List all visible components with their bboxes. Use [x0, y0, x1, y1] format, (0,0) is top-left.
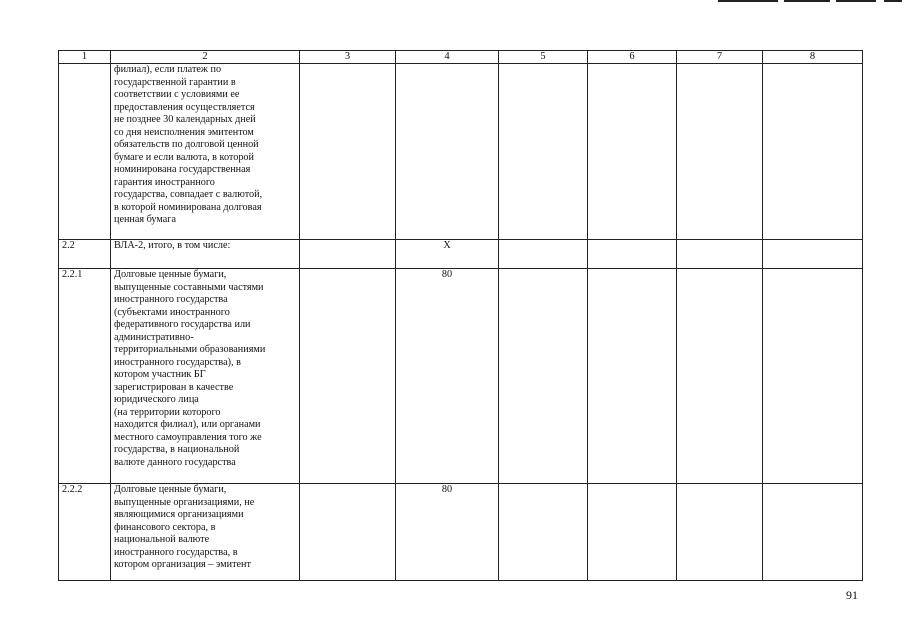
cell-col-3 [300, 240, 396, 269]
description-line: федеративного государства или [114, 319, 251, 330]
cell-col-6 [588, 269, 677, 484]
description-line: иностранного государства, в [114, 546, 238, 558]
cell-col-6 [588, 64, 677, 240]
description-line: соответствии с условиями ее [114, 89, 240, 100]
description-line: (на территории которого [114, 406, 221, 418]
description-line: государства, в национальной [114, 444, 240, 455]
description-line: территориальными образованиями [114, 344, 266, 355]
description-line: котором участник БГ [114, 369, 206, 380]
description-line: выпущенные составными частями [114, 281, 264, 293]
description-line: (субъектами иностранного [114, 306, 230, 318]
cell-col-5 [499, 64, 588, 240]
cell-col-6 [588, 240, 677, 269]
cell-col-6 [588, 484, 677, 581]
description-line: Долговые ценные бумаги, [114, 484, 227, 495]
description-line: иностранного государства), в [114, 356, 241, 368]
col-header-3: 3 [300, 51, 396, 64]
description-line: ценная бумага [114, 214, 176, 225]
description-line: гарантия иностранного [114, 176, 215, 188]
description-line: являющимися организациями [114, 509, 244, 520]
table-row [59, 64, 863, 240]
col-header-4: 4 [396, 51, 499, 64]
description-line: государства, совпадает с валютой, [114, 189, 263, 200]
description-line: филиал), если платеж по [114, 64, 222, 75]
description-line: находится филиал), или органами [114, 419, 261, 430]
cell-col-4: 80 [396, 484, 499, 581]
cell-col-8 [763, 240, 863, 269]
description-line: предоставления осуществляется [114, 101, 255, 113]
cell-col-4: 80 [396, 269, 499, 484]
cell-col-8 [763, 64, 863, 240]
cell-col-3 [300, 269, 396, 484]
description-line: Долговые ценные бумаги, [114, 269, 227, 280]
table-row [59, 269, 863, 484]
row-number: 2.2.1 [59, 269, 111, 484]
col-header-7: 7 [677, 51, 763, 64]
row-number [59, 64, 111, 240]
top-rule-4 [884, 0, 902, 2]
description-line: местного самоуправления того же [114, 431, 262, 443]
cell-col-5 [499, 484, 588, 581]
description-line: выпущенные организациями, не [114, 496, 255, 508]
page-number: 91 [846, 588, 858, 602]
description-line: номинирована государственная [114, 164, 251, 175]
cell-col-7 [677, 269, 763, 484]
cell-col-8 [763, 269, 863, 484]
row-number: 2.2.2 [59, 484, 111, 581]
cell-col-7 [677, 484, 763, 581]
cell-col-3 [300, 64, 396, 240]
description-line: бумаге и если валюта, в которой [114, 151, 254, 163]
table-row [59, 240, 863, 269]
data-table [58, 50, 863, 581]
description-line: финансового сектора, в [114, 521, 216, 533]
description-line: административно- [114, 331, 194, 343]
header-row [59, 51, 863, 64]
description-line: валюте данного государства [114, 456, 236, 468]
table-row [59, 484, 863, 581]
description-line: со дня неисполнения эмитентом [114, 126, 254, 138]
description-line: государственной гарантии в [114, 76, 236, 88]
description-line: зарегистрирован в качестве [114, 381, 234, 393]
row-number: 2.2 [59, 240, 111, 269]
cell-col-3 [300, 484, 396, 581]
cell-col-7 [677, 240, 763, 269]
col-header-6: 6 [588, 51, 677, 64]
row-description [111, 240, 300, 269]
cell-col-8 [763, 484, 863, 581]
cell-col-4: X [396, 240, 499, 269]
description-line: котором организация – эмитент [114, 559, 251, 570]
col-header-8: 8 [763, 51, 863, 64]
row-description [111, 64, 300, 240]
col-header-1: 1 [59, 51, 111, 64]
description-line: иностранного государства [114, 294, 228, 305]
col-header-5: 5 [499, 51, 588, 64]
top-rule-3 [836, 0, 876, 2]
top-rule-2 [784, 0, 830, 2]
description-line: ВЛА-2, итого, в том числе: [114, 240, 231, 251]
description-line: юридического лица [114, 394, 199, 405]
row-description [111, 484, 300, 581]
description-line: обязательств по долговой ценной [114, 139, 259, 150]
cell-col-5 [499, 269, 588, 484]
col-header-2: 2 [111, 51, 300, 64]
cell-col-5 [499, 240, 588, 269]
description-line: не позднее 30 календарных дней [114, 114, 256, 125]
top-rule-1 [718, 0, 778, 2]
row-description [111, 269, 300, 484]
cell-col-4 [396, 64, 499, 240]
description-line: в которой номинирована долговая [114, 201, 262, 213]
description-line: национальной валюте [114, 534, 210, 545]
cell-col-7 [677, 64, 763, 240]
